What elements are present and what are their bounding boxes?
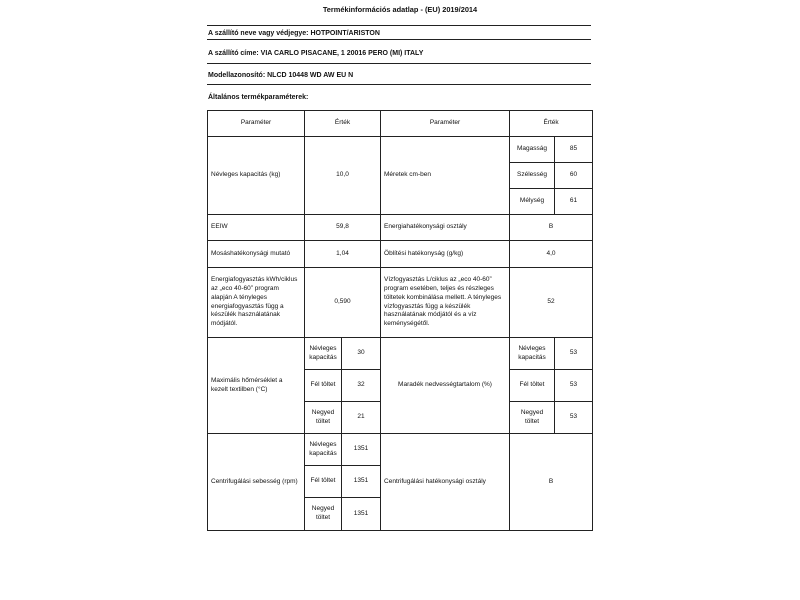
- header-value-2: Érték: [510, 111, 593, 137]
- table-header-row: [208, 111, 593, 137]
- capacity-value: 10,0: [305, 137, 381, 215]
- energy-consumption-value: 0,590: [305, 268, 381, 338]
- energy-class-value: B: [510, 215, 593, 241]
- depth-value: 61: [555, 189, 593, 215]
- supplier-name: A szállító neve vagy védjegye: HOTPOINT/ARISTON: [208, 30, 380, 37]
- washing-index-label: Mosáshatékonysági mutató: [208, 241, 305, 268]
- moisture-sub-label: Fél töltet: [510, 370, 555, 402]
- rinsing-value: 4,0: [510, 241, 593, 268]
- max-temp-sub-value: 30: [342, 338, 381, 370]
- height-label: Magasság: [510, 137, 555, 163]
- model-identifier: Modellazonosító: NLCD 10448 WD AW EU N: [208, 72, 354, 79]
- header-param-2: Paraméter: [381, 111, 510, 137]
- product-spec-table: [207, 110, 593, 531]
- general-params-heading: Általános termékparaméterek:: [208, 94, 309, 101]
- washing-index-value: 1,04: [305, 241, 381, 268]
- supplier-address: A szállító címe: VIA CARLO PISACANE, 1 20016 PERO (MI) ITALY: [208, 50, 424, 57]
- header-param: Paraméter: [208, 111, 305, 137]
- water-consumption-label: Vízfogyasztás L/ciklus az „eco 40-60” program esetében, teljes és részleges töltetek kombinálása mellett. A tényleges vízfogyasztás függ a készülék használatának módjától és a víz keménységétől.: [381, 268, 510, 338]
- table-row: [208, 215, 593, 241]
- table-row: [208, 434, 593, 466]
- supplier-name-row: [207, 25, 591, 40]
- spin-speed-label: Centrifugálási sebesség (rpm): [208, 434, 305, 531]
- supplier-address-row: [207, 40, 591, 64]
- spin-class-value: B: [510, 434, 593, 531]
- moisture-sub-value: 53: [555, 402, 593, 434]
- spin-speed-sub-value: 1351: [342, 498, 381, 531]
- capacity-label: Névleges kapacitás (kg): [208, 137, 305, 215]
- general-params-row: [207, 85, 591, 110]
- max-temp-sub-label: Fél töltet: [305, 370, 342, 402]
- moisture-sub-label: Névleges kapacitás: [510, 338, 555, 370]
- max-temp-sub-label: Névleges kapacitás: [305, 338, 342, 370]
- max-temp-sub-label: Negyed töltet: [305, 402, 342, 434]
- spin-speed-sub-label: Negyed töltet: [305, 498, 342, 531]
- table-row: [208, 338, 593, 370]
- table-row: [208, 268, 593, 338]
- spin-speed-sub-label: Névleges kapacitás: [305, 434, 342, 466]
- width-value: 60: [555, 163, 593, 189]
- table-row: [208, 241, 593, 268]
- moisture-sub-value: 53: [555, 370, 593, 402]
- depth-label: Mélység: [510, 189, 555, 215]
- model-id-row: [207, 64, 591, 85]
- energy-consumption-label: Energiafogyasztás kWh/ciklus az „eco 40-60” program alapján A tényleges energiafogyasztás függ a készülék használatának módjától.: [208, 268, 305, 338]
- header-value: Érték: [305, 111, 381, 137]
- spin-speed-sub-value: 1351: [342, 434, 381, 466]
- height-value: 85: [555, 137, 593, 163]
- moisture-sub-label: Negyed töltet: [510, 402, 555, 434]
- max-temp-label: Maximális hőmérséklet a kezelt textilben (°C): [208, 338, 305, 434]
- eei-label: EEIW: [208, 215, 305, 241]
- spin-speed-sub-value: 1351: [342, 466, 381, 498]
- energy-class-label: Energiahatékonysági osztály: [381, 215, 510, 241]
- width-label: Szélesség: [510, 163, 555, 189]
- max-temp-sub-value: 32: [342, 370, 381, 402]
- moisture-sub-value: 53: [555, 338, 593, 370]
- table-row: [208, 137, 593, 163]
- water-consumption-value: 52: [510, 268, 593, 338]
- max-temp-sub-value: 21: [342, 402, 381, 434]
- spin-class-label: Centrifugálási hatékonysági osztály: [381, 434, 510, 531]
- rinsing-label: Öblítési hatékonyság (g/kg): [381, 241, 510, 268]
- spin-speed-sub-label: Fél töltet: [305, 466, 342, 498]
- eei-value: 59,8: [305, 215, 381, 241]
- dimensions-label: Méretek cm-ben: [381, 137, 510, 215]
- moisture-label: Maradék nedvességtartalom (%): [381, 338, 510, 434]
- document-title: Termékinformációs adatlap - (EU) 2019/2014: [322, 5, 478, 14]
